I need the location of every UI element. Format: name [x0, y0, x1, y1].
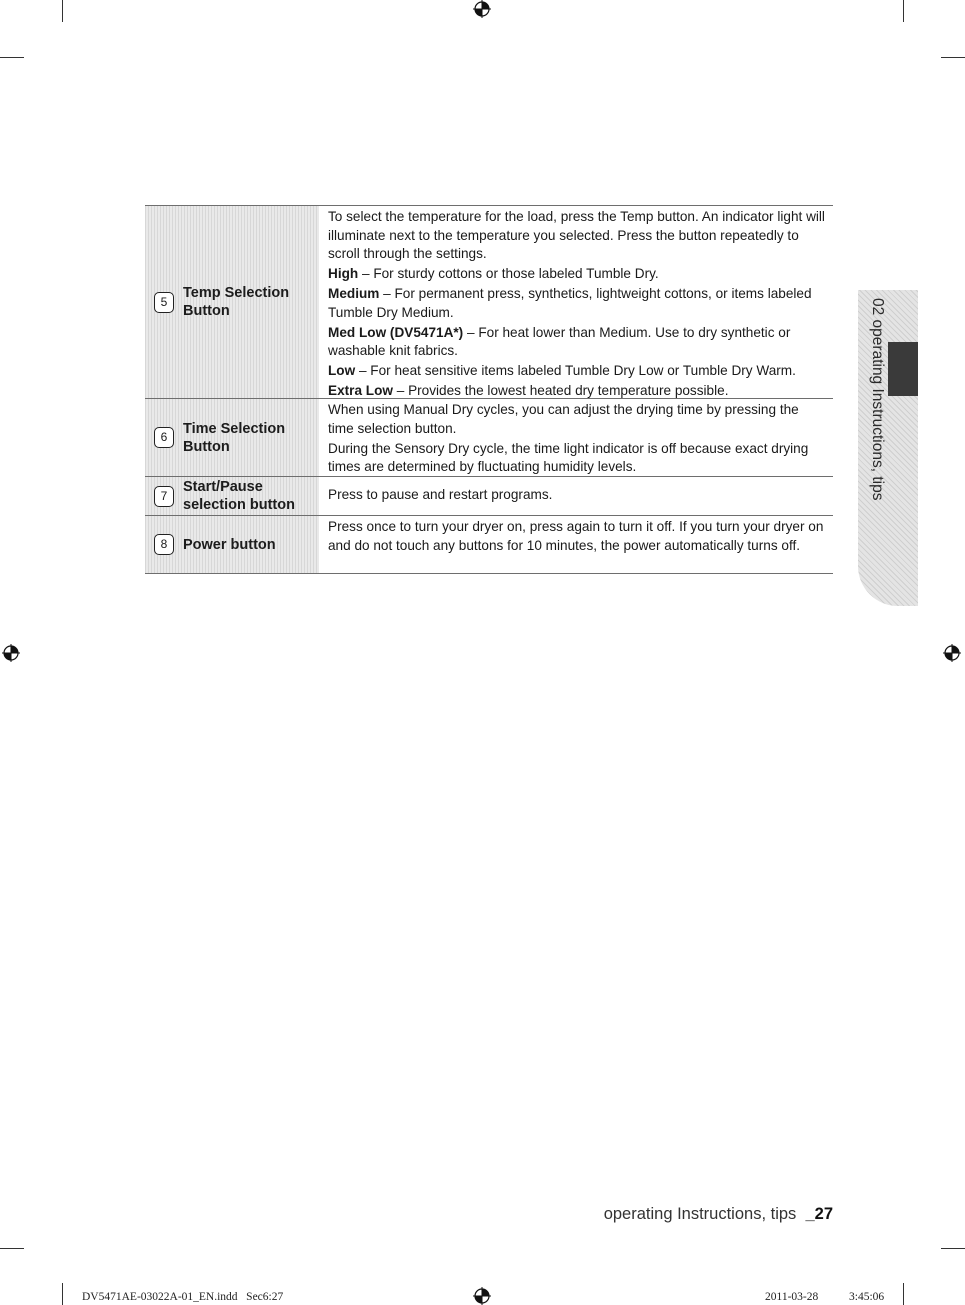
option-term: Extra Low [328, 383, 393, 398]
slug-time: 3:45:06 [849, 1291, 885, 1303]
crop-mark [62, 0, 63, 22]
row-label-text [183, 420, 285, 456]
item-number-badge: 6 [154, 427, 174, 448]
controls-table [145, 205, 833, 574]
table-row [145, 515, 833, 574]
crop-mark [62, 1283, 63, 1305]
side-tab-label: 02 operating Instructions, tips [869, 298, 886, 501]
table-row [145, 205, 833, 398]
description-paragraph: Press once to turn your dryer on, press again to turn it off. If you turn your dryer on and do not touch any buttons for 10 minutes, the power automatically turns off. [328, 519, 824, 553]
table-row [145, 476, 833, 515]
option-term: Medium [328, 286, 380, 301]
row-description [319, 516, 833, 573]
slug-filename: DV5471AE-03022A-01_EN.indd Sec6:27 [82, 1291, 284, 1303]
label-line: Power button [183, 536, 276, 553]
row-label-text [183, 536, 276, 554]
description-paragraph: During the Sensory Dry cycle, the time light indicator is off because exact drying times are determined by fluctuating humidity levels. [328, 440, 809, 474]
description-paragraph: Press to pause and restart programs. [328, 487, 553, 502]
option-text: – For permanent press, synthetics, lightweight cottons, or items labeled Tumble Dry Medium. [328, 286, 812, 320]
label-line: selection button [183, 497, 295, 513]
label-line: Time Selection [183, 420, 286, 437]
temp-option [328, 324, 827, 361]
row-label [145, 516, 319, 573]
row-label [145, 399, 319, 476]
label-line: Button [183, 303, 230, 319]
temp-option [328, 362, 827, 381]
row-label-text [183, 284, 289, 320]
option-text: – Provides the lowest heated dry temperature possible. [392, 383, 729, 398]
label-line: Button [183, 438, 230, 455]
item-number-badge: 7 [154, 486, 174, 507]
option-text: – For heat sensitive items labeled Tumble Dry Low or Tumble Dry Warm. [355, 363, 796, 378]
chapter-tab-marker [888, 342, 918, 396]
label-line: Temp Selection [183, 285, 290, 301]
option-text: – For heat lower than Medium. Use to dry synthetic or washable knit fabrics. [328, 324, 791, 358]
description-paragraph: When using Manual Dry cycles, you can adjust the drying time by pressing the time selection button. [328, 402, 799, 436]
temp-option [328, 382, 827, 401]
row-description [319, 399, 833, 476]
row-description [319, 206, 833, 398]
item-number-badge: 8 [154, 534, 174, 555]
item-number-badge: 5 [154, 292, 174, 313]
crop-mark [941, 57, 965, 58]
label-line: Start/Pause [183, 479, 263, 495]
crop-mark [0, 57, 24, 58]
registration-mark-icon [473, 0, 491, 18]
row-description [319, 477, 833, 515]
option-term: Med Low (DV5471A*) [328, 324, 464, 340]
crop-mark [903, 1283, 904, 1305]
option-text: – For sturdy cottons or those labeled Tumble Dry. [358, 266, 659, 281]
slug-date: 2011-03-28 [765, 1291, 819, 1303]
description-paragraph: To select the temperature for the load, press the Temp button. An indicator light will illuminate next to the temperature you selected. Press the button repeatedly to scroll through the settings. [328, 209, 825, 261]
registration-mark-icon [473, 1287, 491, 1305]
option-term: Low [328, 363, 356, 378]
crop-mark [941, 1248, 965, 1249]
registration-mark-icon [943, 644, 961, 662]
row-label [145, 206, 319, 398]
page-number: _27 [805, 1205, 833, 1223]
registration-mark-icon [2, 644, 20, 662]
option-term: High [328, 266, 359, 281]
crop-mark [903, 0, 904, 22]
footer-section-title: operating Instructions, tips [603, 1205, 797, 1223]
row-label [145, 477, 319, 515]
temp-option [328, 265, 827, 284]
temp-option [328, 285, 827, 322]
page-footer [604, 1205, 833, 1224]
crop-mark [0, 1248, 24, 1249]
table-row [145, 398, 833, 476]
row-label-text [183, 478, 295, 514]
